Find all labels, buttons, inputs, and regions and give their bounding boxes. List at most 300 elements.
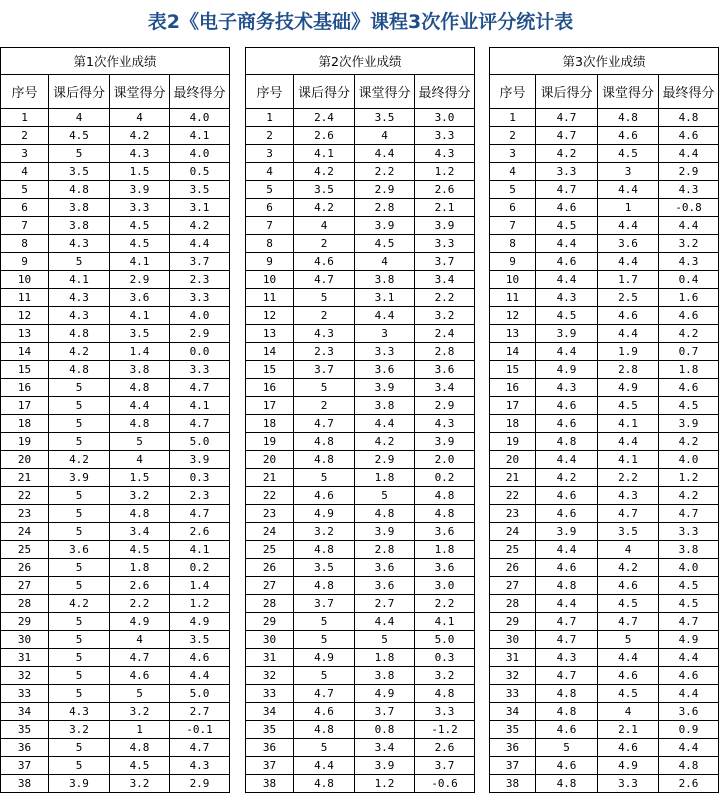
table-cell: 4.5 (110, 217, 170, 235)
table-cell: 3.9 (170, 451, 230, 469)
table-cell: 14 (246, 343, 294, 361)
table-row (246, 451, 475, 469)
table-cell: 22 (1, 487, 49, 505)
table-row (1, 505, 230, 523)
table-cell: 3.6 (355, 577, 415, 595)
table-cell: 1.7 (598, 271, 659, 289)
table-cell: 4.2 (49, 451, 110, 469)
table-cell: 4.8 (110, 505, 170, 523)
header-row (246, 75, 475, 109)
table-cell: 5 (110, 433, 170, 451)
table-cell: 2.9 (355, 451, 415, 469)
table-row (1, 649, 230, 667)
table-cell: 4.7 (294, 271, 355, 289)
table-cell: 4.4 (598, 253, 659, 271)
table-cell: 5 (49, 613, 110, 631)
table-cell: 37 (490, 757, 536, 775)
table-cell: 4.2 (110, 127, 170, 145)
table-cell: 5.0 (170, 433, 230, 451)
table-row (246, 199, 475, 217)
table-cell: 3 (598, 163, 659, 181)
table-cell: 4.1 (170, 127, 230, 145)
table-cell: 4.9 (170, 613, 230, 631)
column-header: 序号 (1, 75, 49, 109)
table-cell: 4.8 (294, 775, 355, 793)
table-cell: 1 (246, 109, 294, 127)
table-cell: 25 (490, 541, 536, 559)
table-cell: 1.2 (415, 163, 475, 181)
table-cell: 2 (294, 307, 355, 325)
table-cell: 4.4 (598, 217, 659, 235)
table-cell: 4.6 (598, 739, 659, 757)
table-cell: 22 (246, 487, 294, 505)
column-header: 最终得分 (659, 75, 719, 109)
table-cell: 2.9 (110, 271, 170, 289)
table-cell: 29 (1, 613, 49, 631)
table-cell: 16 (1, 379, 49, 397)
table-cell: 4.3 (110, 145, 170, 163)
table-row (1, 217, 230, 235)
table-cell: 1.8 (110, 559, 170, 577)
table-row (490, 199, 719, 217)
table-cell: 4.6 (598, 667, 659, 685)
table-cell: 4.6 (659, 127, 719, 145)
table-cell: 4.6 (598, 127, 659, 145)
table-cell: 11 (246, 289, 294, 307)
table-cell: 2.8 (355, 199, 415, 217)
table-cell: 4.8 (49, 325, 110, 343)
table-row (1, 163, 230, 181)
table-cell: -0.1 (170, 721, 230, 739)
table-cell: 4.7 (294, 415, 355, 433)
table-cell: 5 (294, 469, 355, 487)
table-row (1, 703, 230, 721)
table-cell: 28 (246, 595, 294, 613)
table-row (490, 163, 719, 181)
table-cell: 3.9 (110, 181, 170, 199)
table-row (1, 757, 230, 775)
table-cell: 34 (246, 703, 294, 721)
table-cell: 3.6 (659, 703, 719, 721)
table-cell: 4.9 (294, 649, 355, 667)
table-cell: 4.4 (598, 649, 659, 667)
table-cell: 2.6 (110, 577, 170, 595)
table-cell: 3.2 (659, 235, 719, 253)
table-cell: 3.5 (355, 109, 415, 127)
table-cell: 4.4 (536, 235, 598, 253)
table-cell: 5 (49, 757, 110, 775)
table-cell: 33 (1, 685, 49, 703)
table-cell: 38 (246, 775, 294, 793)
table-cell: 4.6 (536, 721, 598, 739)
table-cell: 17 (246, 397, 294, 415)
table-cell: 5 (294, 289, 355, 307)
table-cell: 6 (1, 199, 49, 217)
table-row (246, 325, 475, 343)
table-cell: 4.7 (598, 613, 659, 631)
table-cell: 2.1 (415, 199, 475, 217)
column-header: 序号 (490, 75, 536, 109)
table-cell: 1.5 (110, 163, 170, 181)
table-cell: 34 (1, 703, 49, 721)
table-cell: 4.4 (536, 595, 598, 613)
table-cell: 2.3 (294, 343, 355, 361)
table-cell: 1.2 (170, 595, 230, 613)
table-cell: 1.9 (598, 343, 659, 361)
table-row (490, 253, 719, 271)
table-cell: 5 (246, 181, 294, 199)
table-cell: 4.7 (659, 613, 719, 631)
table-cell: 3.5 (598, 523, 659, 541)
table-cell: 4.5 (598, 397, 659, 415)
table-cell: 3.3 (170, 361, 230, 379)
table-cell: 4.4 (170, 667, 230, 685)
table-row (246, 253, 475, 271)
table-cell: 3.5 (294, 181, 355, 199)
table-cell: 8 (1, 235, 49, 253)
table-cell: 13 (1, 325, 49, 343)
table-row (1, 271, 230, 289)
table-row (1, 595, 230, 613)
table-row (490, 649, 719, 667)
table-row (1, 523, 230, 541)
table-cell: 4.7 (110, 649, 170, 667)
table-cell: 4.3 (49, 703, 110, 721)
table-cell: 2.8 (355, 541, 415, 559)
table-cell: 4.9 (598, 757, 659, 775)
table-cell: 4.6 (659, 667, 719, 685)
table-cell: 1.4 (170, 577, 230, 595)
table-cell: 38 (1, 775, 49, 793)
table-cell: 21 (490, 469, 536, 487)
table-row (490, 577, 719, 595)
table-cell: 5 (49, 631, 110, 649)
table-cell: 4.9 (659, 631, 719, 649)
table-cell: 3.4 (355, 739, 415, 757)
table-row (1, 379, 230, 397)
table-cell: 33 (246, 685, 294, 703)
table-cell: 3.9 (355, 757, 415, 775)
table-cell: 23 (246, 505, 294, 523)
table-cell: 25 (246, 541, 294, 559)
table-row (490, 721, 719, 739)
table-row (490, 487, 719, 505)
table-cell: 3.9 (536, 523, 598, 541)
table-cell: 2.9 (415, 397, 475, 415)
table-cell: 38 (490, 775, 536, 793)
table-cell: 4.6 (536, 397, 598, 415)
table-row (490, 109, 719, 127)
table-row (1, 613, 230, 631)
table-cell: 5 (1, 181, 49, 199)
table-cell: 2 (490, 127, 536, 145)
table-cell: 4.6 (598, 307, 659, 325)
table-row (490, 289, 719, 307)
table-cell: 4.6 (598, 577, 659, 595)
table-cell: 1.8 (415, 541, 475, 559)
table-cell: -0.8 (659, 199, 719, 217)
table-cell: 4.8 (294, 721, 355, 739)
table-cell: 1.6 (659, 289, 719, 307)
table-row (490, 181, 719, 199)
table-cell: 2 (294, 397, 355, 415)
table-row (490, 397, 719, 415)
table-cell: 2.6 (659, 775, 719, 793)
table-cell: 3.8 (659, 541, 719, 559)
table-row (490, 775, 719, 793)
table-cell: 4.2 (355, 433, 415, 451)
table-cell: 8 (246, 235, 294, 253)
table-row (490, 523, 719, 541)
table-row (490, 451, 719, 469)
table-cell: 0.0 (170, 343, 230, 361)
table-cell: 4.3 (598, 487, 659, 505)
table-row (490, 739, 719, 757)
table-cell: 3.2 (49, 721, 110, 739)
table-cell: 5 (294, 613, 355, 631)
table-cell: 4.7 (536, 127, 598, 145)
table-cell: 19 (490, 433, 536, 451)
table-cell: 17 (490, 397, 536, 415)
table-cell: 4.5 (659, 577, 719, 595)
table-cell: 4.3 (415, 415, 475, 433)
table-row (246, 397, 475, 415)
table-cell: 15 (490, 361, 536, 379)
table-row (490, 757, 719, 775)
table-cell: 1.8 (355, 469, 415, 487)
table-cell: 5 (355, 631, 415, 649)
table-cell: 13 (246, 325, 294, 343)
table-cell: 3.2 (110, 703, 170, 721)
table-cell: 0.8 (355, 721, 415, 739)
table-cell: 2.3 (170, 271, 230, 289)
table-cell: 4 (1, 163, 49, 181)
table-cell: 3.2 (110, 775, 170, 793)
table-cell: 4.4 (355, 613, 415, 631)
table-cell: 4.4 (536, 541, 598, 559)
table-cell: 4.8 (536, 433, 598, 451)
table-cell: 5 (536, 739, 598, 757)
table-cell: 4.4 (659, 217, 719, 235)
table-cell: 32 (1, 667, 49, 685)
table-cell: 4.6 (536, 415, 598, 433)
table-cell: 4.2 (536, 145, 598, 163)
table-cell: 4.6 (536, 505, 598, 523)
table-cell: 9 (490, 253, 536, 271)
table-cell: 0.2 (170, 559, 230, 577)
table-cell: 4.1 (598, 451, 659, 469)
table-cell: 4.8 (110, 379, 170, 397)
table-cell: 4.3 (536, 379, 598, 397)
table-row (1, 433, 230, 451)
table-cell: 4.5 (49, 127, 110, 145)
table-cell: 30 (490, 631, 536, 649)
table-row (246, 307, 475, 325)
table-cell: 26 (490, 559, 536, 577)
table-row (246, 721, 475, 739)
column-header: 课堂得分 (598, 75, 659, 109)
table-cell: 4.5 (110, 235, 170, 253)
table-cell: 5 (49, 559, 110, 577)
table-row (1, 559, 230, 577)
table-cell: 3.9 (415, 433, 475, 451)
table-cell: 2.2 (110, 595, 170, 613)
table-row (1, 451, 230, 469)
table-cell: 12 (246, 307, 294, 325)
table-row (246, 649, 475, 667)
table-cell: 27 (1, 577, 49, 595)
table-cell: 4.4 (110, 397, 170, 415)
table-cell: 4.4 (536, 271, 598, 289)
table-cell: 4.8 (659, 757, 719, 775)
table-cell: 3.2 (110, 487, 170, 505)
table-row (490, 145, 719, 163)
table-cell: 28 (490, 595, 536, 613)
table-cell: 32 (490, 667, 536, 685)
table-row (246, 559, 475, 577)
table-cell: 4.2 (294, 163, 355, 181)
table-cell: 3.6 (415, 559, 475, 577)
table-cell: 4.5 (536, 307, 598, 325)
table-cell: 4.9 (536, 361, 598, 379)
table-cell: 5 (49, 523, 110, 541)
table-cell: 4.5 (659, 397, 719, 415)
table-cell: 4.3 (170, 757, 230, 775)
table-cell: 4.2 (294, 199, 355, 217)
table-cell: 2.3 (170, 487, 230, 505)
table-cell: 6 (246, 199, 294, 217)
table-cell: 11 (490, 289, 536, 307)
table-cell: 4.1 (294, 145, 355, 163)
table-cell: 36 (490, 739, 536, 757)
table-row (246, 667, 475, 685)
table-cell: 28 (1, 595, 49, 613)
table-cell: 4.2 (659, 433, 719, 451)
table-cell: 3 (1, 145, 49, 163)
table-row (1, 361, 230, 379)
table-cell: 3.8 (110, 361, 170, 379)
table-row (1, 541, 230, 559)
table-cell: 1 (1, 109, 49, 127)
table-cell: 3.5 (170, 631, 230, 649)
table-cell: 10 (1, 271, 49, 289)
table-cell: 3.1 (355, 289, 415, 307)
table-row (1, 775, 230, 793)
table-cell: 4.4 (659, 649, 719, 667)
table-cell: 17 (1, 397, 49, 415)
table-cell: 4.7 (536, 109, 598, 127)
table-cell: 20 (1, 451, 49, 469)
table-cell: 0.4 (659, 271, 719, 289)
table-cell: 4.2 (598, 559, 659, 577)
table-cell: 4.5 (659, 595, 719, 613)
table-cell: 3.1 (170, 199, 230, 217)
table-cell: 5.0 (415, 631, 475, 649)
table-row (246, 145, 475, 163)
table-cell: 24 (246, 523, 294, 541)
table-cell: 3 (355, 325, 415, 343)
table-cell: 5 (49, 739, 110, 757)
table-row (1, 181, 230, 199)
table-row (246, 739, 475, 757)
table-row (1, 631, 230, 649)
table-cell: 4 (355, 127, 415, 145)
table-cell: 22 (490, 487, 536, 505)
table-cell: 7 (490, 217, 536, 235)
table-cell: 4.8 (659, 109, 719, 127)
table-cell: 0.7 (659, 343, 719, 361)
table-row (1, 469, 230, 487)
table-cell: 4.3 (659, 253, 719, 271)
table-cell: 4.1 (415, 613, 475, 631)
table-row (1, 721, 230, 739)
table-cell: 4.6 (536, 559, 598, 577)
table-cell: 3.5 (294, 559, 355, 577)
table-cell: 4.8 (294, 433, 355, 451)
table-cell: 3.3 (110, 199, 170, 217)
table-cell: 4.8 (110, 415, 170, 433)
table-cell: 27 (490, 577, 536, 595)
header-row (490, 75, 719, 109)
table-cell: 3.9 (355, 217, 415, 235)
table-cell: 4.7 (659, 505, 719, 523)
table-cell: 32 (246, 667, 294, 685)
table-row (246, 217, 475, 235)
table-cell: 4.6 (110, 667, 170, 685)
table-cell: 3.3 (598, 775, 659, 793)
table-cell: 12 (490, 307, 536, 325)
table-row (490, 325, 719, 343)
table-cell: 4.4 (659, 739, 719, 757)
table-cell: 0.3 (415, 649, 475, 667)
table-cell: 2.7 (170, 703, 230, 721)
table-row (490, 685, 719, 703)
table-cell: 5 (49, 415, 110, 433)
column-header: 最终得分 (170, 75, 230, 109)
column-header: 课后得分 (536, 75, 598, 109)
table-cell: 4.3 (49, 307, 110, 325)
table-row (1, 739, 230, 757)
table-cell: 29 (246, 613, 294, 631)
table-cell: 31 (1, 649, 49, 667)
table-row (490, 271, 719, 289)
table-cell: 0.3 (170, 469, 230, 487)
table-cell: 3.9 (49, 469, 110, 487)
header-row (1, 75, 230, 109)
table-cell: 26 (246, 559, 294, 577)
table-cell: 3.4 (415, 379, 475, 397)
table-cell: 4.4 (355, 415, 415, 433)
table-cell: 4.0 (659, 451, 719, 469)
table-cell: 3.7 (294, 595, 355, 613)
table-cell: 4.6 (170, 649, 230, 667)
table-cell: 33 (490, 685, 536, 703)
table-cell: 2.7 (355, 595, 415, 613)
table-cell: 4.7 (536, 613, 598, 631)
table-cell: 5 (49, 577, 110, 595)
table-cell: 7 (1, 217, 49, 235)
table-cell: 5 (49, 397, 110, 415)
table-cell: 3.2 (415, 307, 475, 325)
table-cell: 5 (49, 649, 110, 667)
table-cell: 1 (110, 721, 170, 739)
table-cell: 4.7 (170, 739, 230, 757)
table-cell: 3.0 (415, 109, 475, 127)
table-cell: 4.7 (536, 631, 598, 649)
table-caption: 第3次作业成绩 (490, 48, 719, 75)
table-row (490, 379, 719, 397)
table-row (1, 577, 230, 595)
